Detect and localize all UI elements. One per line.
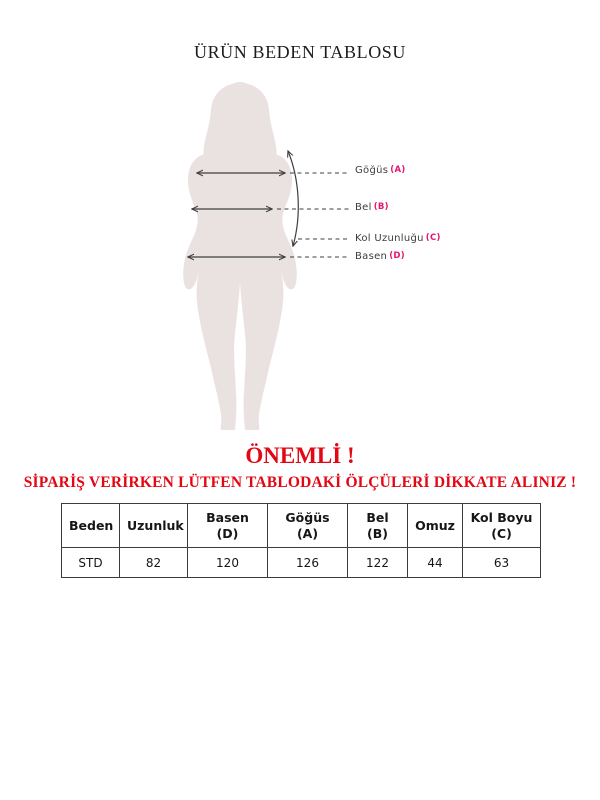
header-omuz: Omuz xyxy=(408,504,463,548)
label-basen-text: Basen xyxy=(355,251,388,262)
label-bel xyxy=(355,202,389,213)
cell-gogus: 126 xyxy=(268,548,348,578)
head-shape xyxy=(220,82,260,130)
size-table-row-std xyxy=(62,548,541,578)
page-title: ÜRÜN BEDEN TABLOSU xyxy=(193,42,407,62)
cell-kol-boyu: 63 xyxy=(463,548,541,578)
cell-uzunluk: 82 xyxy=(120,548,188,578)
label-bel-text: Bel xyxy=(355,202,372,213)
important-heading: ÖNEMLİ ! xyxy=(245,443,355,468)
header-gogus: Göğüs (A) xyxy=(268,504,348,548)
cell-beden: STD xyxy=(62,548,120,578)
size-table-header-row xyxy=(62,504,541,548)
label-kol-uzunlugu-text: Kol Uzunluğu xyxy=(355,233,424,244)
header-bel: Bel (B) xyxy=(348,504,408,548)
body-shape xyxy=(183,126,297,430)
cell-omuz: 44 xyxy=(408,548,463,578)
arm-length-arrow xyxy=(288,151,298,246)
cell-basen: 120 xyxy=(188,548,268,578)
body-measurement-diagram xyxy=(0,80,600,440)
label-kol-uzunlugu xyxy=(355,233,441,244)
header-basen: Basen (D) xyxy=(188,504,268,548)
header-kol-boyu: Kol Boyu (C) xyxy=(463,504,541,548)
label-basen-letter: (D) xyxy=(389,251,405,261)
cell-bel: 122 xyxy=(348,548,408,578)
measurement-figure-canvas xyxy=(0,80,600,440)
label-bel-letter: (B) xyxy=(373,202,389,212)
label-gogus xyxy=(355,165,406,176)
size-table xyxy=(61,503,541,578)
female-body-silhouette xyxy=(183,82,297,430)
header-beden: Beden xyxy=(62,504,120,548)
label-gogus-letter: (A) xyxy=(390,165,406,175)
label-basen xyxy=(355,251,405,262)
warning-text: SİPARİŞ VERİRKEN LÜTFEN TABLODAKİ ÖLÇÜLERİ DİKKATE ALINIZ ! xyxy=(23,474,577,491)
label-kol-uzunlugu-letter: (C) xyxy=(425,233,441,243)
label-gogus-text: Göğüs xyxy=(355,165,389,176)
header-uzunluk: Uzunluk xyxy=(120,504,188,548)
